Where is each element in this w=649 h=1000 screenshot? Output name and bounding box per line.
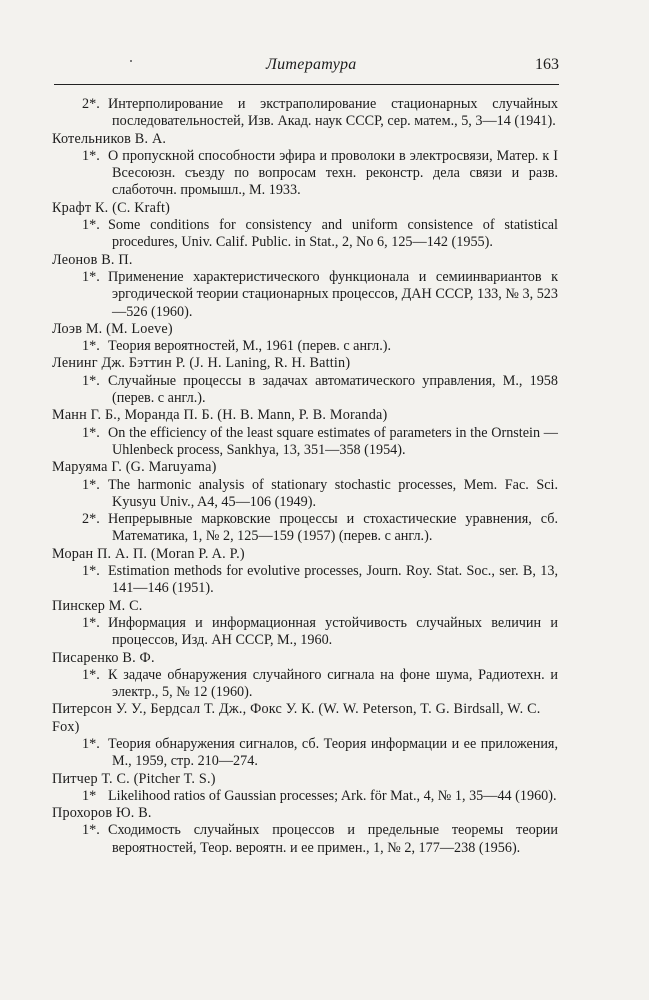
entry-number: 1* bbox=[82, 787, 97, 804]
reference-entry bbox=[52, 667, 558, 702]
print-speck bbox=[130, 60, 132, 62]
reference-entry bbox=[52, 338, 558, 355]
reference-entry bbox=[52, 373, 558, 408]
entry-text: Непрерывные марковские процессы и стохастические уравнения, сб. Математика, 1, № 2, 125—159 (1957) (перев. с англ.). bbox=[108, 511, 558, 545]
entry-text: Применение характеристического функционала и семиинвариантов к эргодической теории стационарных процессов, ДАН СССР, 133, № 3, 523—526 (1960). bbox=[108, 268, 558, 320]
author-heading: Маруяма Г. (G. Maruyama) bbox=[52, 459, 217, 476]
reference-entry bbox=[52, 511, 558, 546]
reference-entry bbox=[52, 822, 558, 857]
reference-entry bbox=[52, 269, 558, 321]
author-heading: Моран П. А. П. (Moran P. A. P.) bbox=[52, 545, 245, 562]
author-heading: Манн Г. Б., Моранда П. Б. (H. B. Mann, P. B. Moranda) bbox=[52, 407, 388, 424]
entry-number: 1*. bbox=[82, 476, 100, 493]
entry-number: 1*. bbox=[82, 424, 100, 441]
entry-number: 1*. bbox=[82, 338, 100, 355]
reference-entry bbox=[52, 96, 558, 131]
author-heading: Прохоров Ю. В. bbox=[52, 805, 152, 822]
author-heading: Пинскер М. С. bbox=[52, 597, 143, 614]
entry-text: The harmonic analysis of stationary stochastic processes, Mem. Fac. Sci. Kyusyu Univ., A4, 45—106 (1949). bbox=[108, 476, 558, 510]
entry-text: Estimation methods for evolutive processes, Journ. Roy. Stat. Soc., ser. B, 13, 141—146 (1951). bbox=[108, 563, 558, 597]
entry-number: 1*. bbox=[82, 268, 100, 285]
running-title: Литература bbox=[266, 56, 357, 73]
entry-number: 1*. bbox=[82, 147, 100, 164]
entry-number: 1*. bbox=[82, 372, 100, 389]
entry-text: Likelihood ratios of Gaussian processes; Ark. för Mat., 4, № 1, 35—44 (1960). bbox=[108, 787, 557, 804]
reference-entry bbox=[52, 788, 558, 805]
author-heading: Питерсон У. У., Бердсал Т. Дж., Фокс У. К. (W. W. Peterson, T. G. Birdsall, W. C. Fox) bbox=[52, 701, 541, 735]
bibliography-list bbox=[52, 96, 558, 857]
author-heading: Котельников В. А. bbox=[52, 130, 167, 147]
reference-entry bbox=[52, 615, 558, 650]
entry-text: Теория обнаружения сигналов, сб. Теория информации и ее приложения, М., 1959, стр. 210—274. bbox=[108, 735, 558, 770]
author-heading: Лeнинг Дж. Бэттин Р. (J. H. Laning, R. H. Battin) bbox=[52, 355, 351, 372]
entry-number: 1*. bbox=[82, 217, 100, 234]
author-heading: Питчер Т. С. (Pitcher T. S.) bbox=[52, 770, 216, 787]
page-number: 163 bbox=[535, 56, 559, 73]
entry-number: 1*. bbox=[82, 735, 100, 752]
entry-text: Сходимость случайных процессов и предельные теоремы теории вероятностей, Теор. вероятн. и ее примен., 1, № 2, 177—238 (1956). bbox=[108, 822, 558, 856]
reference-entry bbox=[52, 477, 558, 512]
entry-number: 1*. bbox=[82, 614, 100, 631]
entry-number: 2*. bbox=[82, 511, 100, 528]
author-heading: Писаренко В. Ф. bbox=[52, 649, 155, 666]
reference-entry bbox=[52, 148, 558, 200]
reference-entry bbox=[52, 736, 558, 771]
entry-text: Some conditions for consistency and uniform consistence of statistical procedures, Univ. Calif. Public. in Stat., 2, No 6, 125—142 (1955). bbox=[108, 217, 558, 251]
entry-number: 1*. bbox=[82, 666, 100, 683]
entry-text: О пропускной способности эфира и проволоки в электросвязи, Матер. к I Всесоюзн. съезду по вопросам техн. реконстр. дела связи и разв. слаботочн. промышл., М. 1933. bbox=[108, 147, 558, 199]
entry-text: Теория вероятностей, М., 1961 (перев. с англ.). bbox=[108, 338, 392, 355]
reference-entry bbox=[52, 563, 558, 598]
author-heading: Крафт К. (С. Kraft) bbox=[52, 199, 171, 216]
reference-entry bbox=[52, 425, 558, 460]
author-heading: Леонов В. П. bbox=[52, 251, 133, 268]
entry-text: К задаче обнаружения случайного сигнала на фоне шума, Радиотехн. и электр., 5, № 12 (1960). bbox=[108, 666, 558, 701]
entry-number: 1*. bbox=[82, 563, 100, 580]
entry-text: Информация и информационная устойчивость случайных величин и процессов, Изд. АН СССР, М., 1960. bbox=[108, 614, 558, 649]
header-rule bbox=[54, 84, 559, 85]
entry-text: On the efficiency of the least square estimates of parameters in the Ornstein — Uhlenbeck process, Sankhya, 13, 351—358 (1954). bbox=[108, 424, 558, 458]
entry-text: Случайные процессы в задачах автоматического управления, М., 1958 (перев. с англ.). bbox=[108, 372, 558, 407]
author-heading: Лоэв М. (M. Loeve) bbox=[52, 320, 173, 337]
entry-text: Интерполирование и экстраполирование стационарных случайных последовательностей, Изв. Акад. наук СССР, сер. матем., 5, 3—14 (1941). bbox=[108, 96, 558, 130]
reference-entry bbox=[52, 217, 558, 252]
entry-number: 2*. bbox=[82, 96, 100, 112]
entry-number: 1*. bbox=[82, 822, 100, 839]
